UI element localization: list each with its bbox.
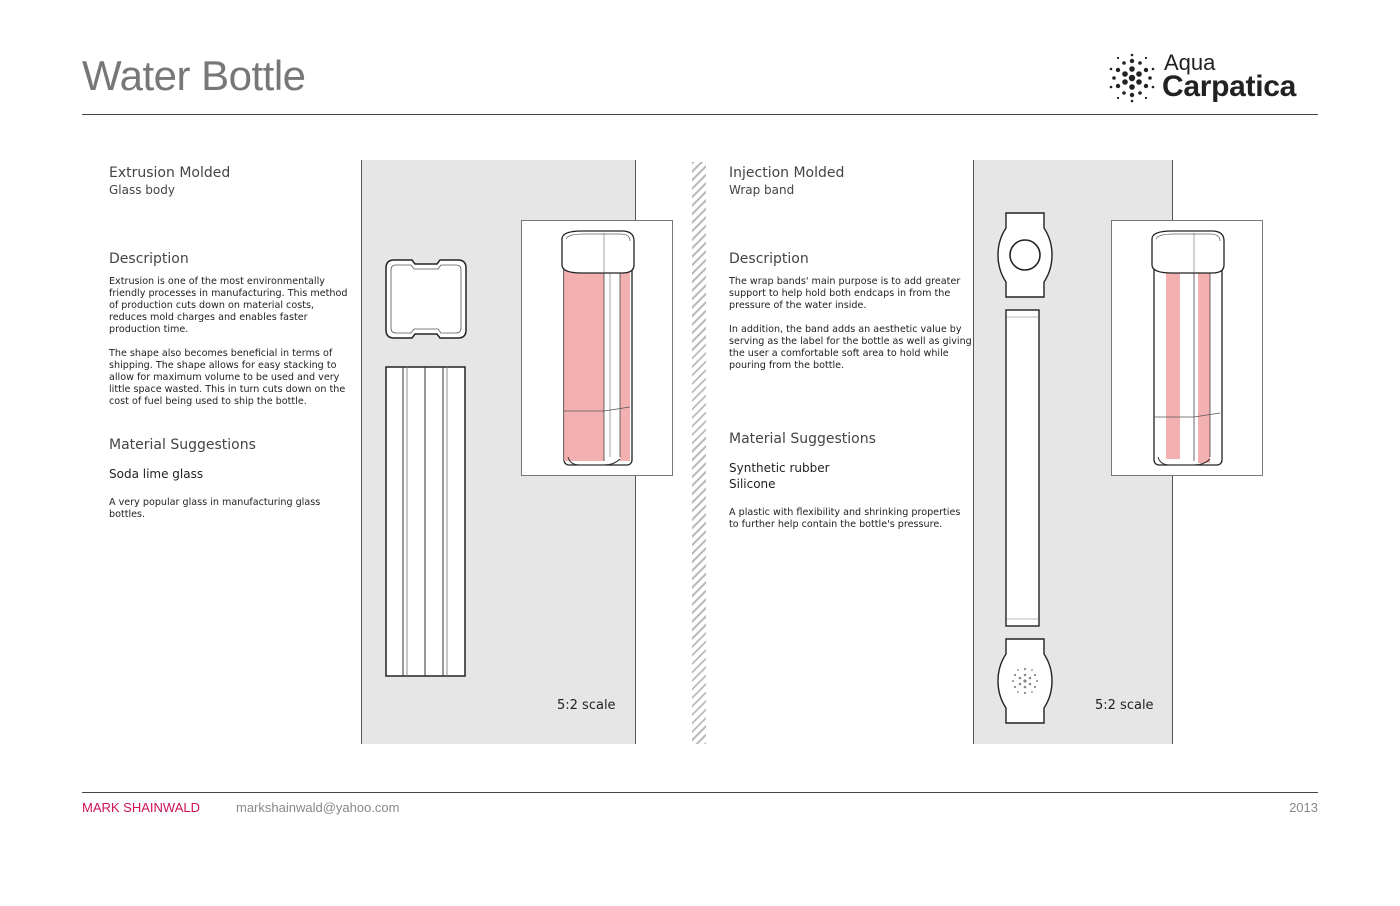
left-subheading: Glass body (109, 183, 175, 197)
right-scale-label: 5:2 scale (1095, 698, 1154, 713)
footer-author-name: MARK SHAINWALD (82, 800, 200, 815)
left-bottle-render-inset (521, 220, 673, 476)
left-material-heading: Material Suggestions (109, 437, 256, 453)
right-description-heading: Description (729, 251, 809, 267)
glass-body-elevation-drawing (385, 366, 467, 678)
wrap-band-top-view-drawing (996, 212, 1054, 298)
footer-year: 2013 (1289, 800, 1318, 815)
right-subheading: Wrap band (729, 183, 795, 197)
bottle-render-band-highlight (1112, 221, 1262, 475)
bottle-render-glass-highlight (522, 221, 672, 475)
footer-email[interactable]: markshainwald@yahoo.com (236, 800, 400, 815)
left-scale-label: 5:2 scale (557, 698, 616, 713)
left-material: Soda lime glass (109, 467, 204, 481)
glass-cross-section-drawing (382, 254, 470, 344)
footer-divider (82, 792, 1318, 793)
left-description-p2: The shape also becomes beneficial in terms of shipping. The shape allows for easy stacking to allow for maximum volume to be used and very little space wasted. This in turn cuts down on the cost of fuel being used to ship the bottle. (109, 348, 346, 407)
logo-line1: Aqua (1164, 50, 1216, 75)
wrap-band-bottom-view-drawing (996, 638, 1054, 724)
left-material-note: A very popular glass in manufacturing glass bottles. (109, 497, 321, 520)
dot-cluster-logo-icon (1106, 52, 1158, 104)
right-description-p1: The wrap bands' main purpose is to add greater support to help hold both endcaps in from the pressure of the water inside. (729, 276, 961, 311)
right-bottle-render-inset (1111, 220, 1263, 476)
wrap-band-elevation-drawing (1005, 309, 1041, 629)
logo-line2: Carpatica (1162, 70, 1297, 103)
left-description-heading: Description (109, 251, 189, 267)
right-materials: Synthetic rubber Silicone (729, 461, 830, 491)
right-material-heading: Material Suggestions (729, 431, 876, 447)
right-description-p2: In addition, the band adds an aesthetic value by serving as the label for the bottle as well as giving the user a comfortable soft area to hold while pouring from the bottle. (729, 324, 972, 371)
page-title: Water Bottle (82, 52, 306, 99)
section-divider-hatch (692, 162, 706, 744)
right-heading: Injection Molded (729, 165, 845, 181)
left-heading: Extrusion Molded (109, 165, 231, 181)
left-description-p1: Extrusion is one of the most environmentally friendly processes in manufacturing. This method of production cuts down on material costs, reduces mold charges and enables faster production time. (109, 276, 348, 335)
right-material-note: A plastic with flexibility and shrinking properties to further help contain the bottle's pressure. (729, 507, 961, 530)
header-divider (82, 114, 1318, 115)
